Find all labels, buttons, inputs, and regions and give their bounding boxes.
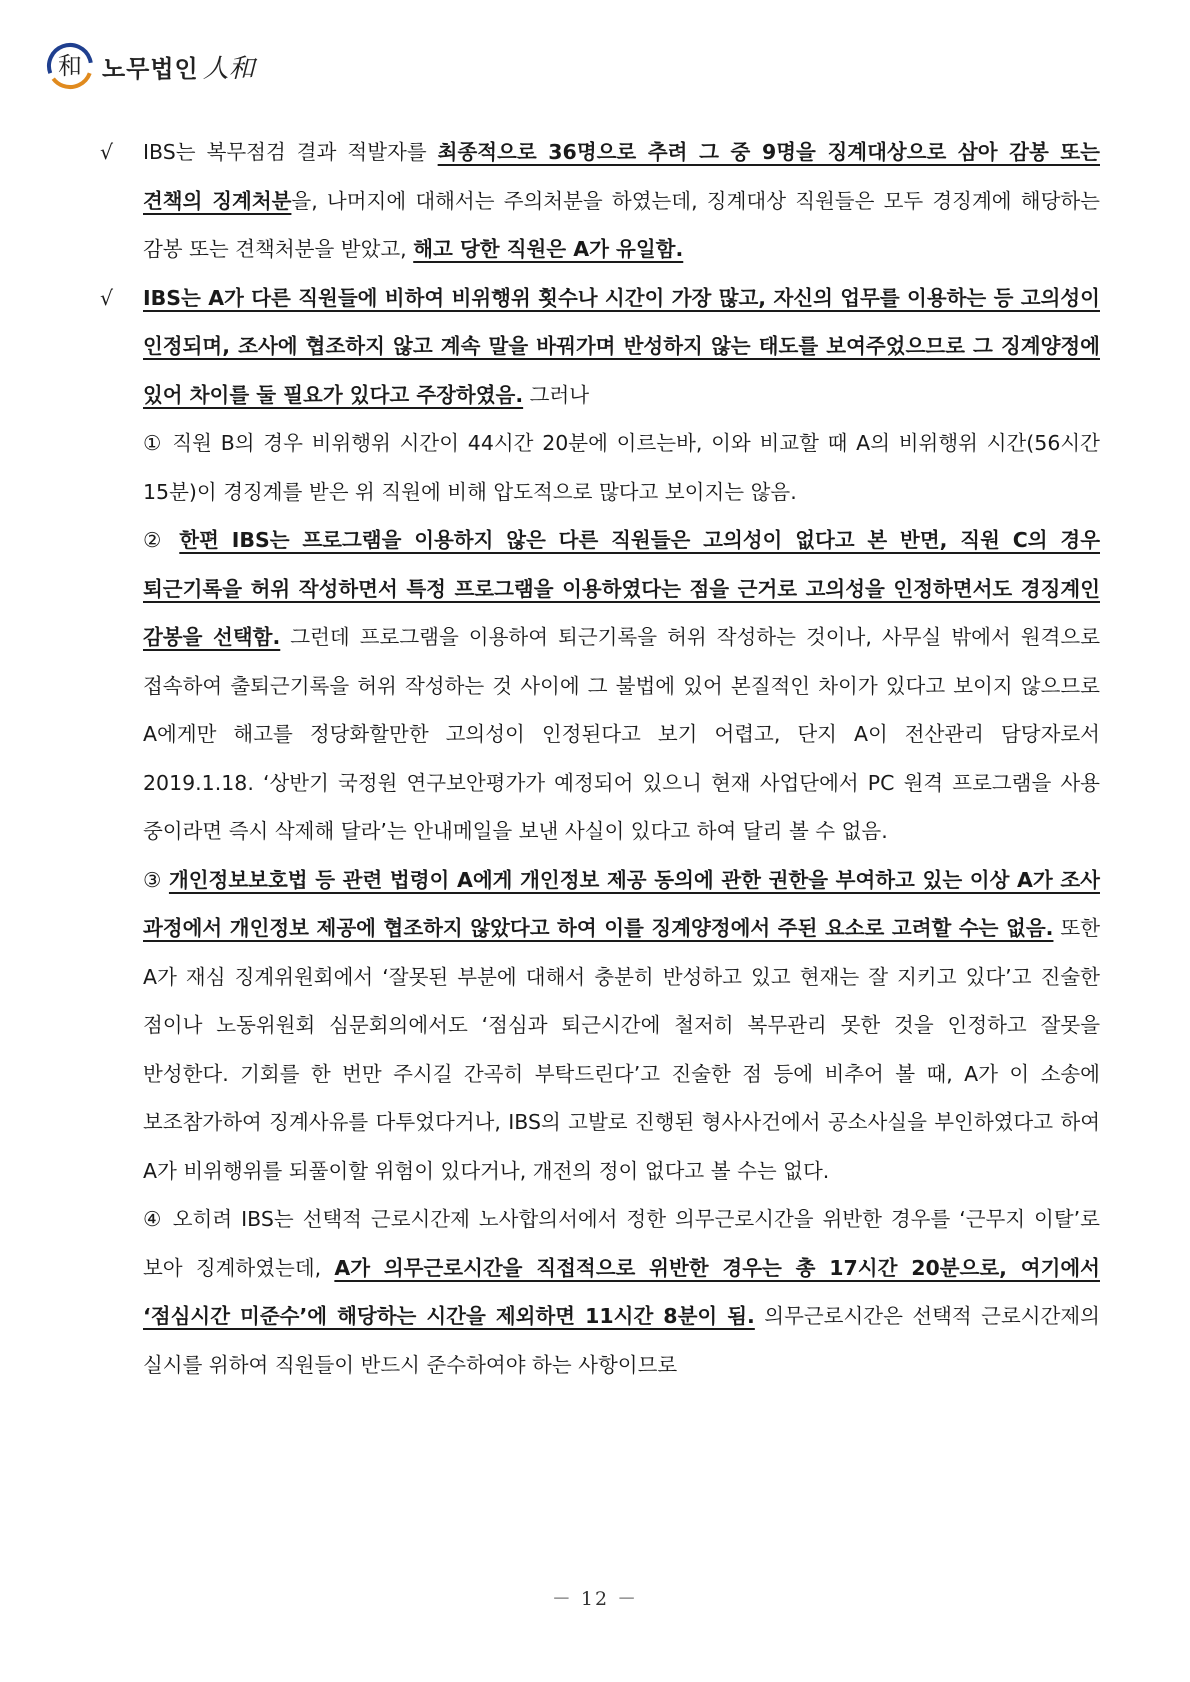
firm-name: 노무법인: [102, 54, 199, 83]
paragraph: [100, 128, 1100, 274]
logo-char: 和: [58, 52, 82, 80]
paragraph: [100, 419, 1100, 516]
header: [46, 42, 255, 90]
firm-script: 人和: [202, 53, 255, 84]
text-segment: IBS는 복무점검 결과 적발자를: [143, 140, 438, 164]
paragraph: [100, 274, 1100, 420]
emphasis-segment: 최종적으로 36명으로 추려 그 중 9명을 징계대상으로 삼아 감봉 또는 견책의 징계처분: [143, 140, 1100, 213]
text-segment: 그러나: [523, 382, 590, 407]
emphasis-segment: 해고 당한 직원은 A가 유일함.: [413, 237, 684, 261]
text-segment: ②: [143, 528, 180, 552]
document-body: [100, 128, 1100, 1389]
paragraph: [100, 1195, 1100, 1389]
emphasis-segment: 한편 IBS는 프로그램을 이용하지 않은 다른 직원들은 고의성이 없다고 본 반면, 직원 C의 경우 퇴근기록을 허위 작성하면서 특정 프로그램을 이용하였다는 점을 근거로 고의성을 인정하면서도 경징계인 감봉을 선택함.: [143, 528, 1100, 649]
check-mark: √: [100, 285, 114, 310]
text-segment: 의무근로시간은 선택적 근로시간제의 실시를 위하여 직원들이 반드시 준수하여야 하는 사항이므로: [143, 1304, 1100, 1377]
emphasis-segment: IBS는 A가 다른 직원들에 비하여 비위행위 횟수나 시간이 가장 많고, 자신의 업무를 이용하는 등 고의성이 인정되며, 조사에 협조하지 않고 계속 말을 바꿔가며 반성하지 않는 태도를 보여주었으므로 그 징계양정에 있어 차이를 둘 필요가 있다고 주장하였음.: [143, 285, 1100, 407]
text-segment: ③: [143, 867, 169, 892]
text-segment: ① 직원 B의 경우 비위행위 시간이 44시간 20분에 이르는바, 이와 비교할 때 A의 비위행위 시간(56시간 15분)이 경징계를 받은 위 직원에 비해 압도적으로 많다고 보이지는 않음.: [143, 431, 1100, 504]
text-segment: 을, 나머지에 대해서는 주의처분을 하였는데, 징계대상 직원들은 모두 경징계에 해당하는 감봉 또는 견책처분을 받았고,: [143, 188, 1100, 261]
text-segment: 또한 A가 재심 징계위원회에서 ‘잘못된 부분에 대해서 충분히 반성하고 있고 현재는 잘 지키고 있다’고 진술한 점이나 노동위원회 심문회의에서도 ‘점심과 퇴근시간에 철저히 복무관리 못한 것을 인정하고 잘못을 반성한다. 기회를 한 번만 주시길 간곡히 부탁드린다’고 진술한 점 등에 비추어 볼 때, A가 이 소송에 보조참가하여 징계사유를 다투었다거나, IBS의 고발로 진행된 형사사건에서 공소사실을 부인하였다고 하여 A가 비위행위를 되풀이할 위험이 있다거나, 개전의 정이 없다고 볼 수는 없다.: [143, 916, 1100, 1183]
text-segment: 그런데 프로그램을 이용하여 퇴근기록을 허위 작성하는 것이나, 사무실 밖에서 원격으로 접속하여 출퇴근기록을 허위 작성하는 것 사이에 그 불법에 있어 본질적인 차이가 있다고 보이지 않으므로 A에게만 해고를 정당화할만한 고의성이 인정된다고 보기 어렵고, 단지 A이 전산관리 담당자로서 2019.1.18. ‘상반기 국정원 연구보안평가가 예정되어 있으니 현재 사업단에서 PC 원격 프로그램을 사용 중이라면 즉시 삭제해 달라’는 안내메일을 보낸 사실이 있다고 하여 달리 볼 수 없음.: [143, 625, 1100, 843]
check-mark: √: [100, 140, 114, 164]
page-number: － 12 －: [551, 1588, 639, 1610]
emphasis-segment: 개인정보보호법 등 관련 법령이 A에게 개인정보 제공 동의에 관한 권한을 부여하고 있는 이상 A가 조사 과정에서 개인정보 제공에 협조하지 않았다고 하여 이를 징계양정에서 주된 요소로 고려할 수는 없음.: [143, 867, 1100, 940]
paragraph: [100, 856, 1100, 1196]
firm-logo-icon: [46, 42, 94, 90]
emphasis-segment: A가 의무근로시간을 직접적으로 위반한 경우는 총 17시간 20분으로, 여기에서 ‘점심시간 미준수’에 해당하는 시간을 제외하면 11시간 8분이 됨.: [143, 1255, 1100, 1328]
paragraph: [100, 516, 1100, 856]
text-segment: ④ 오히려 IBS는 선택적 근로시간제 노사합의서에서 정한 의무근로시간을 위반한 경우를 ‘근무지 이탈’로 보아 징계하였는데,: [143, 1207, 1100, 1280]
